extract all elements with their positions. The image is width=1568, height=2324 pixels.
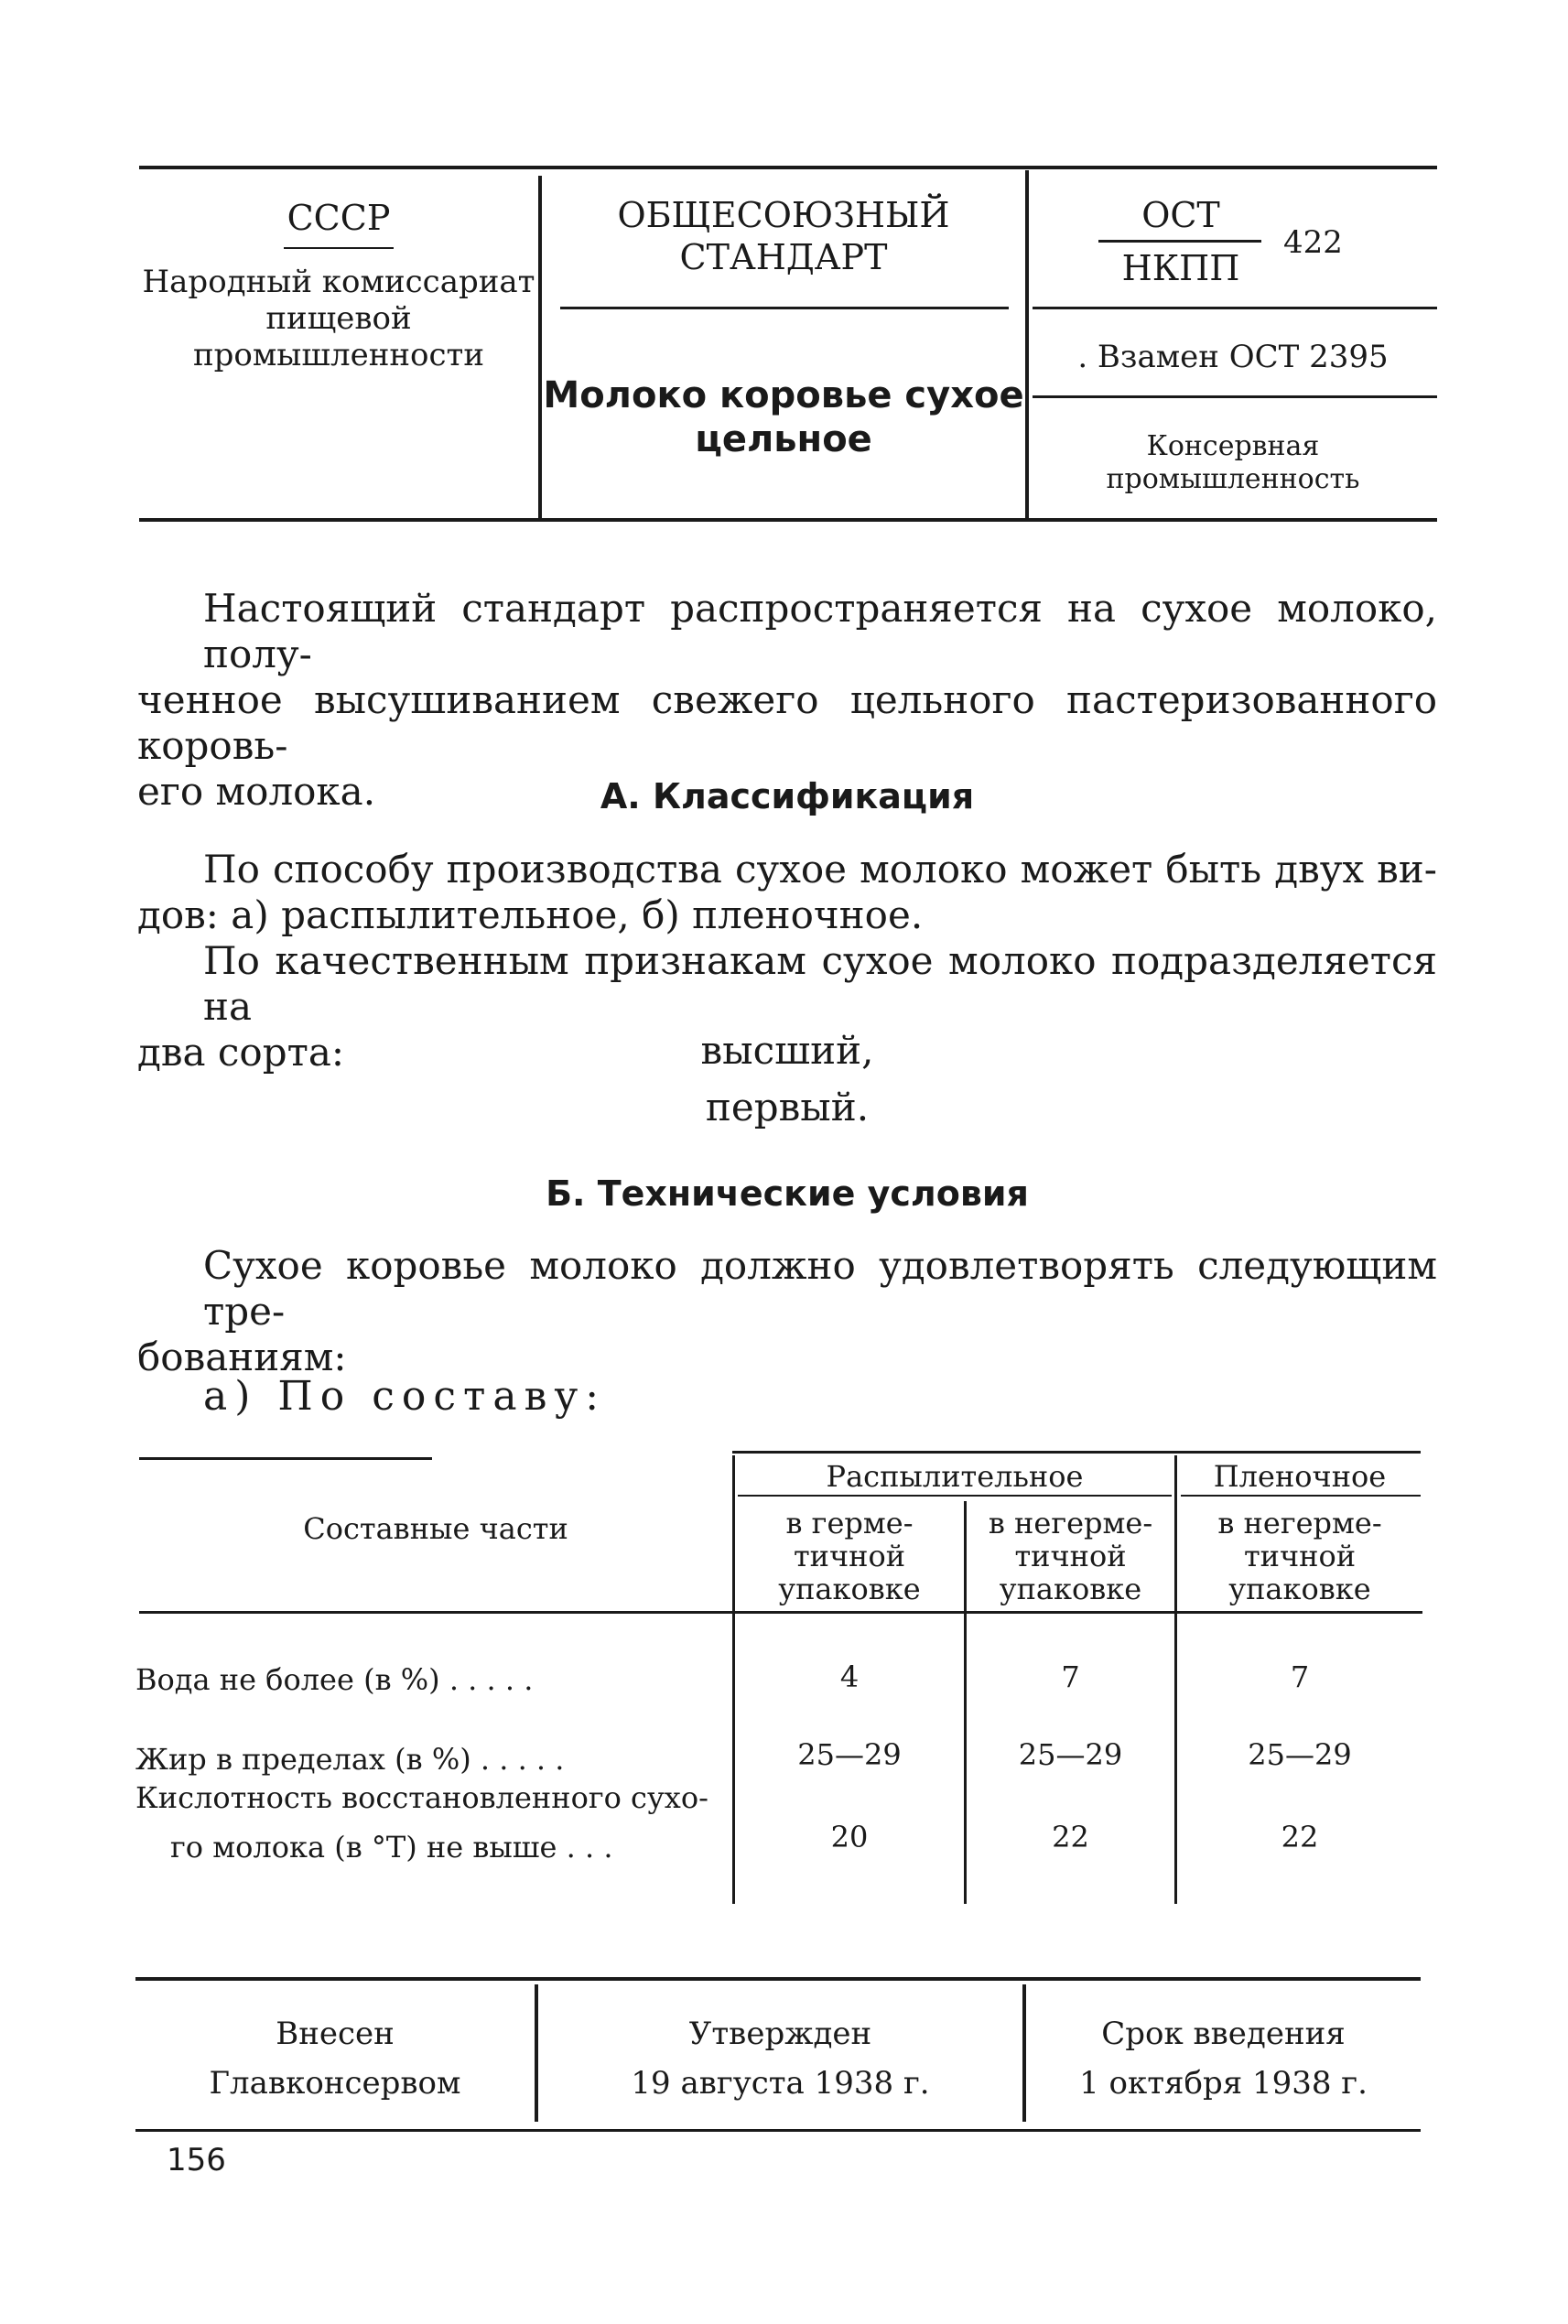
footer-introduced xyxy=(135,2009,535,2108)
header-org xyxy=(128,264,549,373)
footer-effective-date: 1 октября 1938 г. xyxy=(1079,2065,1368,2102)
section-b-p-line1: Сухое коровье молоко должно удовлетворять следующим тре- xyxy=(203,1243,1437,1334)
footer-effective-label: Срок введения xyxy=(1101,2016,1346,2052)
grade-high: высший, xyxy=(700,1028,874,1073)
table-sub3-line2: тичной xyxy=(1243,1539,1357,1573)
table-cell: 7 xyxy=(1061,1659,1080,1694)
header-industry xyxy=(1029,430,1437,496)
section-b-p-line2: бованиям: xyxy=(137,1335,347,1379)
table-subheader-nonhermetic xyxy=(967,1507,1174,1605)
section-a-p1-line1: По способу производства сухое молоко может быть двух ви- xyxy=(203,847,1437,892)
table-cell: 22 xyxy=(1052,1820,1089,1854)
footer-introduced-label: Внесен xyxy=(276,2016,395,2052)
table-row3-label-line1: Кислотность восстановленного сухо- xyxy=(135,1780,708,1815)
table-row-label-acidity xyxy=(135,1776,721,1869)
table-cell: 7 xyxy=(1290,1659,1310,1694)
table-header-spray: Распылительное xyxy=(826,1459,1084,1494)
header-bottom-rule xyxy=(139,518,1437,522)
header-standard-title-line1: Молоко коровье сухое xyxy=(543,374,1024,416)
table-cell: 25—29 xyxy=(797,1737,902,1772)
table-row3-label-line2: го молока (в °Т) не выше . . . xyxy=(170,1830,613,1865)
footer-approved-date: 19 августа 1938 г. xyxy=(631,2065,930,2102)
table-cell: 4 xyxy=(839,1659,860,1694)
table-row-label-fat: Жир в пределах (в %) . . . . . xyxy=(135,1742,565,1777)
table-header-film: Пленочное xyxy=(1213,1459,1387,1494)
header-standard-title-line2: цельное xyxy=(695,418,872,460)
header-right-rule-2 xyxy=(1033,395,1437,398)
table-sub2-line2: тичной xyxy=(1014,1539,1127,1573)
section-b-heading: Б. Технические условия xyxy=(546,1173,1029,1214)
table-cell: 22 xyxy=(1281,1820,1319,1854)
footer-approved-label: Утвержден xyxy=(688,2016,872,2052)
header-org-line3: промышленности xyxy=(192,337,485,373)
table-header-bottom-rule xyxy=(139,1611,1422,1614)
header-right-rule-1 xyxy=(1033,307,1437,309)
table-sub1-line3: упаковке xyxy=(778,1572,921,1606)
header-ost: ОСТ xyxy=(1141,195,1220,235)
header-org-line1: Народный комиссариат xyxy=(142,264,535,300)
table-sub1-line2: тичной xyxy=(793,1539,906,1573)
header-standard-title xyxy=(542,373,1025,461)
table-top-rule-right xyxy=(732,1451,1421,1454)
header-country: СССР xyxy=(287,198,391,238)
header-standard-type-line2: СТАНДАРТ xyxy=(679,237,888,277)
table-cell: 20 xyxy=(830,1820,869,1854)
grade-first: первый. xyxy=(705,1085,870,1130)
header-nkpp: НКПП xyxy=(1121,248,1240,288)
table-cell: 25—29 xyxy=(1248,1737,1352,1772)
footer-bottom-rule xyxy=(135,2129,1421,2132)
intro-line3: его молока. xyxy=(137,769,376,814)
section-a-p2-line1: По качественным признакам сухое молоко подразделяется на xyxy=(203,938,1437,1029)
header-country-underline xyxy=(284,247,394,249)
table-header-parts: Составные части xyxy=(303,1511,568,1546)
header-number: 422 xyxy=(1283,224,1343,261)
table-group-rule-spray xyxy=(738,1495,1172,1497)
composition-subheading: а) По составу: xyxy=(203,1373,607,1420)
table-row-label-water: Вода не более (в %) . . . . . xyxy=(135,1662,534,1697)
table-sub3-line1: в негерме- xyxy=(1217,1506,1382,1540)
table-sub3-line3: упаковке xyxy=(1228,1572,1371,1606)
header-middle-rule xyxy=(560,307,1009,309)
header-standard-type xyxy=(542,194,1025,278)
section-a-p2-line2: два сорта: xyxy=(137,1030,345,1075)
header-org-line2: пищевой xyxy=(265,300,412,337)
section-a-paragraph-1 xyxy=(137,847,1437,938)
table-subheader-film-nonhermetic xyxy=(1177,1507,1422,1605)
table-cell: 25—29 xyxy=(1018,1737,1123,1772)
intro-line1: Настоящий стандарт распространяется на сухое молоко, полу- xyxy=(203,586,1437,676)
footer-top-rule xyxy=(135,1977,1421,1981)
table-group-rule-film xyxy=(1181,1495,1421,1497)
header-top-rule xyxy=(139,166,1437,169)
table-sub1-line1: в герме- xyxy=(785,1506,914,1540)
footer-approved xyxy=(538,2009,1022,2108)
header-replaces: . Взамен ОСТ 2395 xyxy=(1077,339,1389,375)
footer-effective xyxy=(1026,2009,1421,2108)
table-subheader-hermetic xyxy=(735,1507,964,1605)
header-industry-line1: Консервная xyxy=(1146,430,1320,462)
section-a-p1-line2: дов: а) распылительное, б) пленочное. xyxy=(137,892,924,937)
table-sub2-line3: упаковке xyxy=(999,1572,1142,1606)
intro-line2: ченное высушиванием свежего цельного пастеризованного коровь- xyxy=(137,677,1437,768)
table-top-rule-left xyxy=(139,1457,432,1460)
section-a-heading: А. Классификация xyxy=(600,776,975,816)
page-number: 156 xyxy=(167,2142,226,2178)
header-standard-type-line1: ОБЩЕСОЮЗНЫЙ xyxy=(617,195,950,235)
footer-introduced-by: Главконсервом xyxy=(209,2065,461,2102)
header-industry-line2: промышленность xyxy=(1106,463,1360,495)
section-b-paragraph xyxy=(137,1243,1437,1380)
table-sub2-line1: в негерме- xyxy=(988,1506,1153,1540)
header-fraction-bar xyxy=(1098,240,1261,243)
